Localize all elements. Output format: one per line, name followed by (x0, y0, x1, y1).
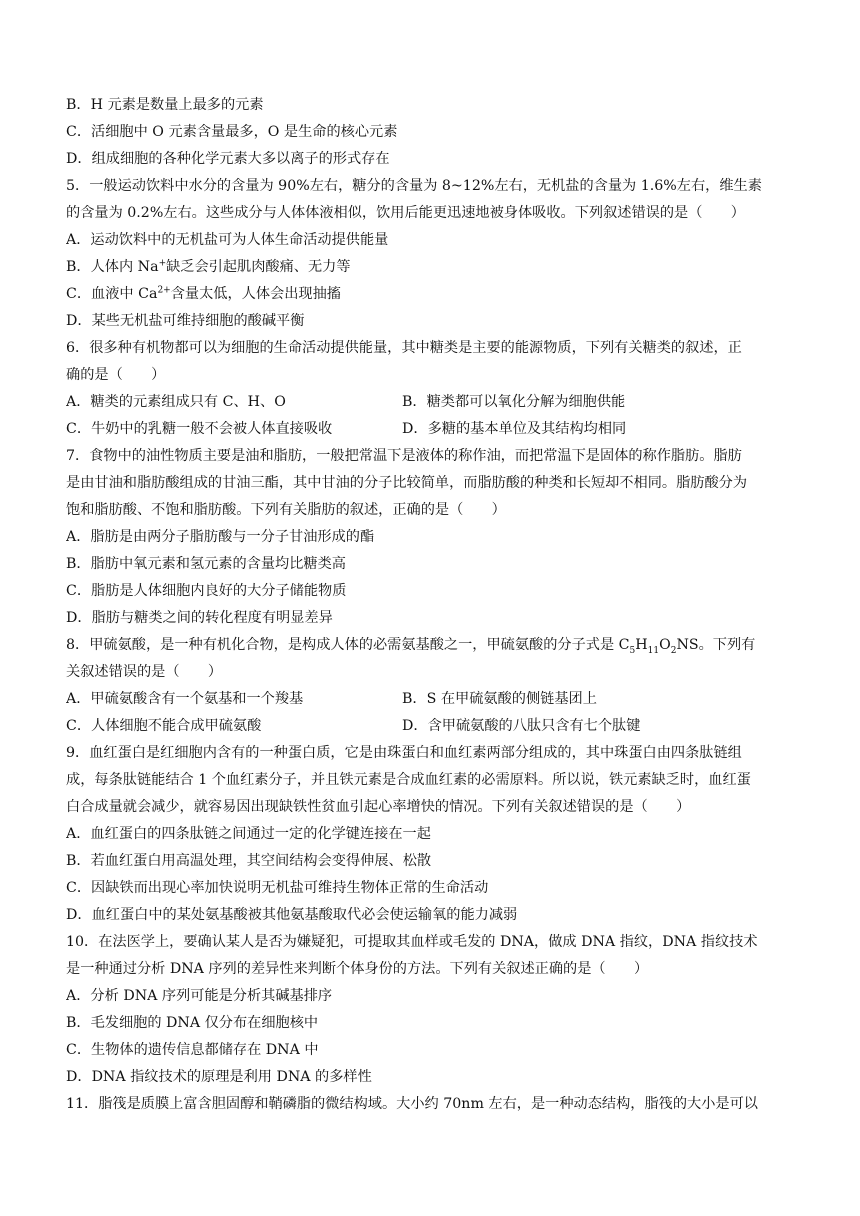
option-right: D．含甲硫氨酸的八肽只含有七个肽键 (402, 718, 641, 734)
option-left: C．人体细胞不能合成甲硫氨酸 (66, 718, 262, 734)
text-line: 10．在法医学上，要确认某人是否为嫌疑犯，可提取其血样或毛发的 DNA，做成 DNA 指纹，DNA 指纹技术 (66, 934, 758, 950)
text-line: 成，每条肽链能结合 1 个血红素分子，并且铁元素是合成血红素的必需原料。所以说，铁元素缺乏时，血红蛋 (66, 772, 751, 788)
option-left: C．牛奶中的乳糖一般不会被人体直接吸收 (66, 421, 333, 437)
text-line: A．运动饮料中的无机盐可为人体生命活动提供能量 (66, 232, 389, 248)
text-line: A．血红蛋白的四条肽链之间通过一定的化学键连接在一起 (66, 826, 431, 842)
option-right: B．S 在甲硫氨酸的侧链基团上 (402, 691, 597, 707)
text-line: B．脂肪中氧元素和氢元素的含量均比糖类高 (66, 556, 346, 572)
text-line (66, 254, 796, 281)
text-line: C．活细胞中 O 元素含量最多，O 是生命的核心元素 (66, 124, 398, 140)
formula-subscript: 5 (629, 645, 636, 656)
text-line: D．某些无机盐可维持细胞的酸碱平衡 (66, 313, 305, 329)
text-segment: 8．甲硫氨酸，是一种有机化合物，是构成人体的必需氨基酸之一，甲硫氨酸的分子式是 C (66, 637, 630, 653)
text-line: D．组成细胞的各种化学元素大多以离子的形式存在 (66, 151, 390, 167)
text-line: 是由甘油和脂肪酸组成的甘油三酯，其中甘油的分子比较简单，而脂肪酸的种类和长短却不相同。脂肪酸分为 (66, 475, 748, 491)
text-line (66, 416, 796, 443)
text-line (66, 632, 796, 659)
text-line: D．脂肪与糖类之间的转化程度有明显差异 (66, 610, 333, 626)
formula-subscript: 11 (647, 645, 660, 656)
text-line: 6．很多种有机物都可以为细胞的生命活动提供能量，其中糖类是主要的能源物质，下列有关糖类的叙述，正 (66, 340, 742, 356)
text-line: 饱和脂肪酸、不饱和脂肪酸。下列有关脂肪的叙述，正确的是（ ） (66, 502, 506, 518)
ion-charge: + (158, 258, 167, 269)
text-line: 11．脂筏是质膜上富含胆固醇和鞘磷脂的微结构域。大小约 70nm 左右，是一种动态结构，脂筏的大小是可以 (66, 1096, 758, 1112)
text-line (66, 389, 796, 416)
text-line: C．脂肪是人体细胞内良好的大分子储能物质 (66, 583, 347, 599)
text-line: 是一种通过分析 DNA 序列的差异性来判断个体身份的方法。下列有关叙述正确的是（ ） (66, 961, 649, 977)
text-line: 的含量为 0.2%左右。这些成分与人体体液相似，饮用后能更迅速地被身体吸收。下列叙述错误的是（ ） (66, 205, 745, 221)
formula-element: O (659, 637, 671, 653)
text-line: C．生物体的遗传信息都储存在 DNA 中 (66, 1042, 319, 1058)
option-right: D．多糖的基本单位及其结构均相同 (402, 421, 627, 437)
text-line: B．H 元素是数量上最多的元素 (66, 97, 264, 113)
text-line: A．脂肪是由两分子脂肪酸与一分子甘油形成的酯 (66, 529, 375, 545)
ion-charge: 2+ (157, 285, 171, 296)
text-line: D．血红蛋白中的某处氨基酸被其他氨基酸取代必会使运输氧的能力减弱 (66, 907, 518, 923)
text-segment: NS。下列有 (676, 637, 756, 653)
text-line: D．DNA 指纹技术的原理是利用 DNA 的多样性 (66, 1069, 372, 1085)
option-right: B．糖类都可以氧化分解为细胞供能 (402, 394, 626, 410)
text-line: B．若血红蛋白用高温处理，其空间结构会变得伸展、松散 (66, 853, 432, 869)
text-line (66, 686, 796, 713)
text-line: 关叙述错误的是（ ） (66, 664, 223, 680)
option-left: A．甲硫氨酸含有一个氨基和一个羧基 (66, 691, 304, 707)
text-line: 确的是（ ） (66, 367, 166, 383)
text-segment: 含量太低，人体会出现抽搐 (170, 286, 341, 302)
text-line (66, 281, 796, 308)
formula-subscript: 2 (670, 645, 677, 656)
text-line: 9．血红蛋白是红细胞内含有的一种蛋白质，它是由珠蛋白和血红素两部分组成的，其中珠蛋白由四条肽链组 (66, 745, 742, 761)
question-text-block (66, 92, 796, 1118)
text-line: A．分析 DNA 序列可能是分析其碱基排序 (66, 988, 333, 1004)
text-line: C．因缺铁而出现心率加快说明无机盐可维持生物体正常的生命活动 (66, 880, 489, 896)
formula-element: H (635, 637, 648, 653)
option-left: A．糖类的元素组成只有 C、H、O (66, 394, 286, 410)
text-segment: B．人体内 Na (66, 259, 159, 275)
text-line: B．毛发细胞的 DNA 仅分布在细胞核中 (66, 1015, 319, 1031)
text-segment: 缺乏会引起肌肉酸痛、无力等 (166, 259, 351, 275)
text-line: 5．一般运动饮料中水分的含量为 90%左右，糖分的含量为 8~12%左右，无机盐的含量为 1.6%左右，维生素 (66, 178, 762, 194)
text-line (66, 713, 796, 740)
text-line: 7．食物中的油性物质主要是油和脂肪，一般把常温下是液体的称作油，而把常温下是固体的称作脂肪。脂肪 (66, 448, 742, 464)
text-segment: C．血液中 Ca (66, 286, 158, 302)
text-line: 白合成量就会减少，就容易因出现缺铁性贫血引起心率增快的情况。下列有关叙述错误的是（ ） (66, 799, 691, 815)
